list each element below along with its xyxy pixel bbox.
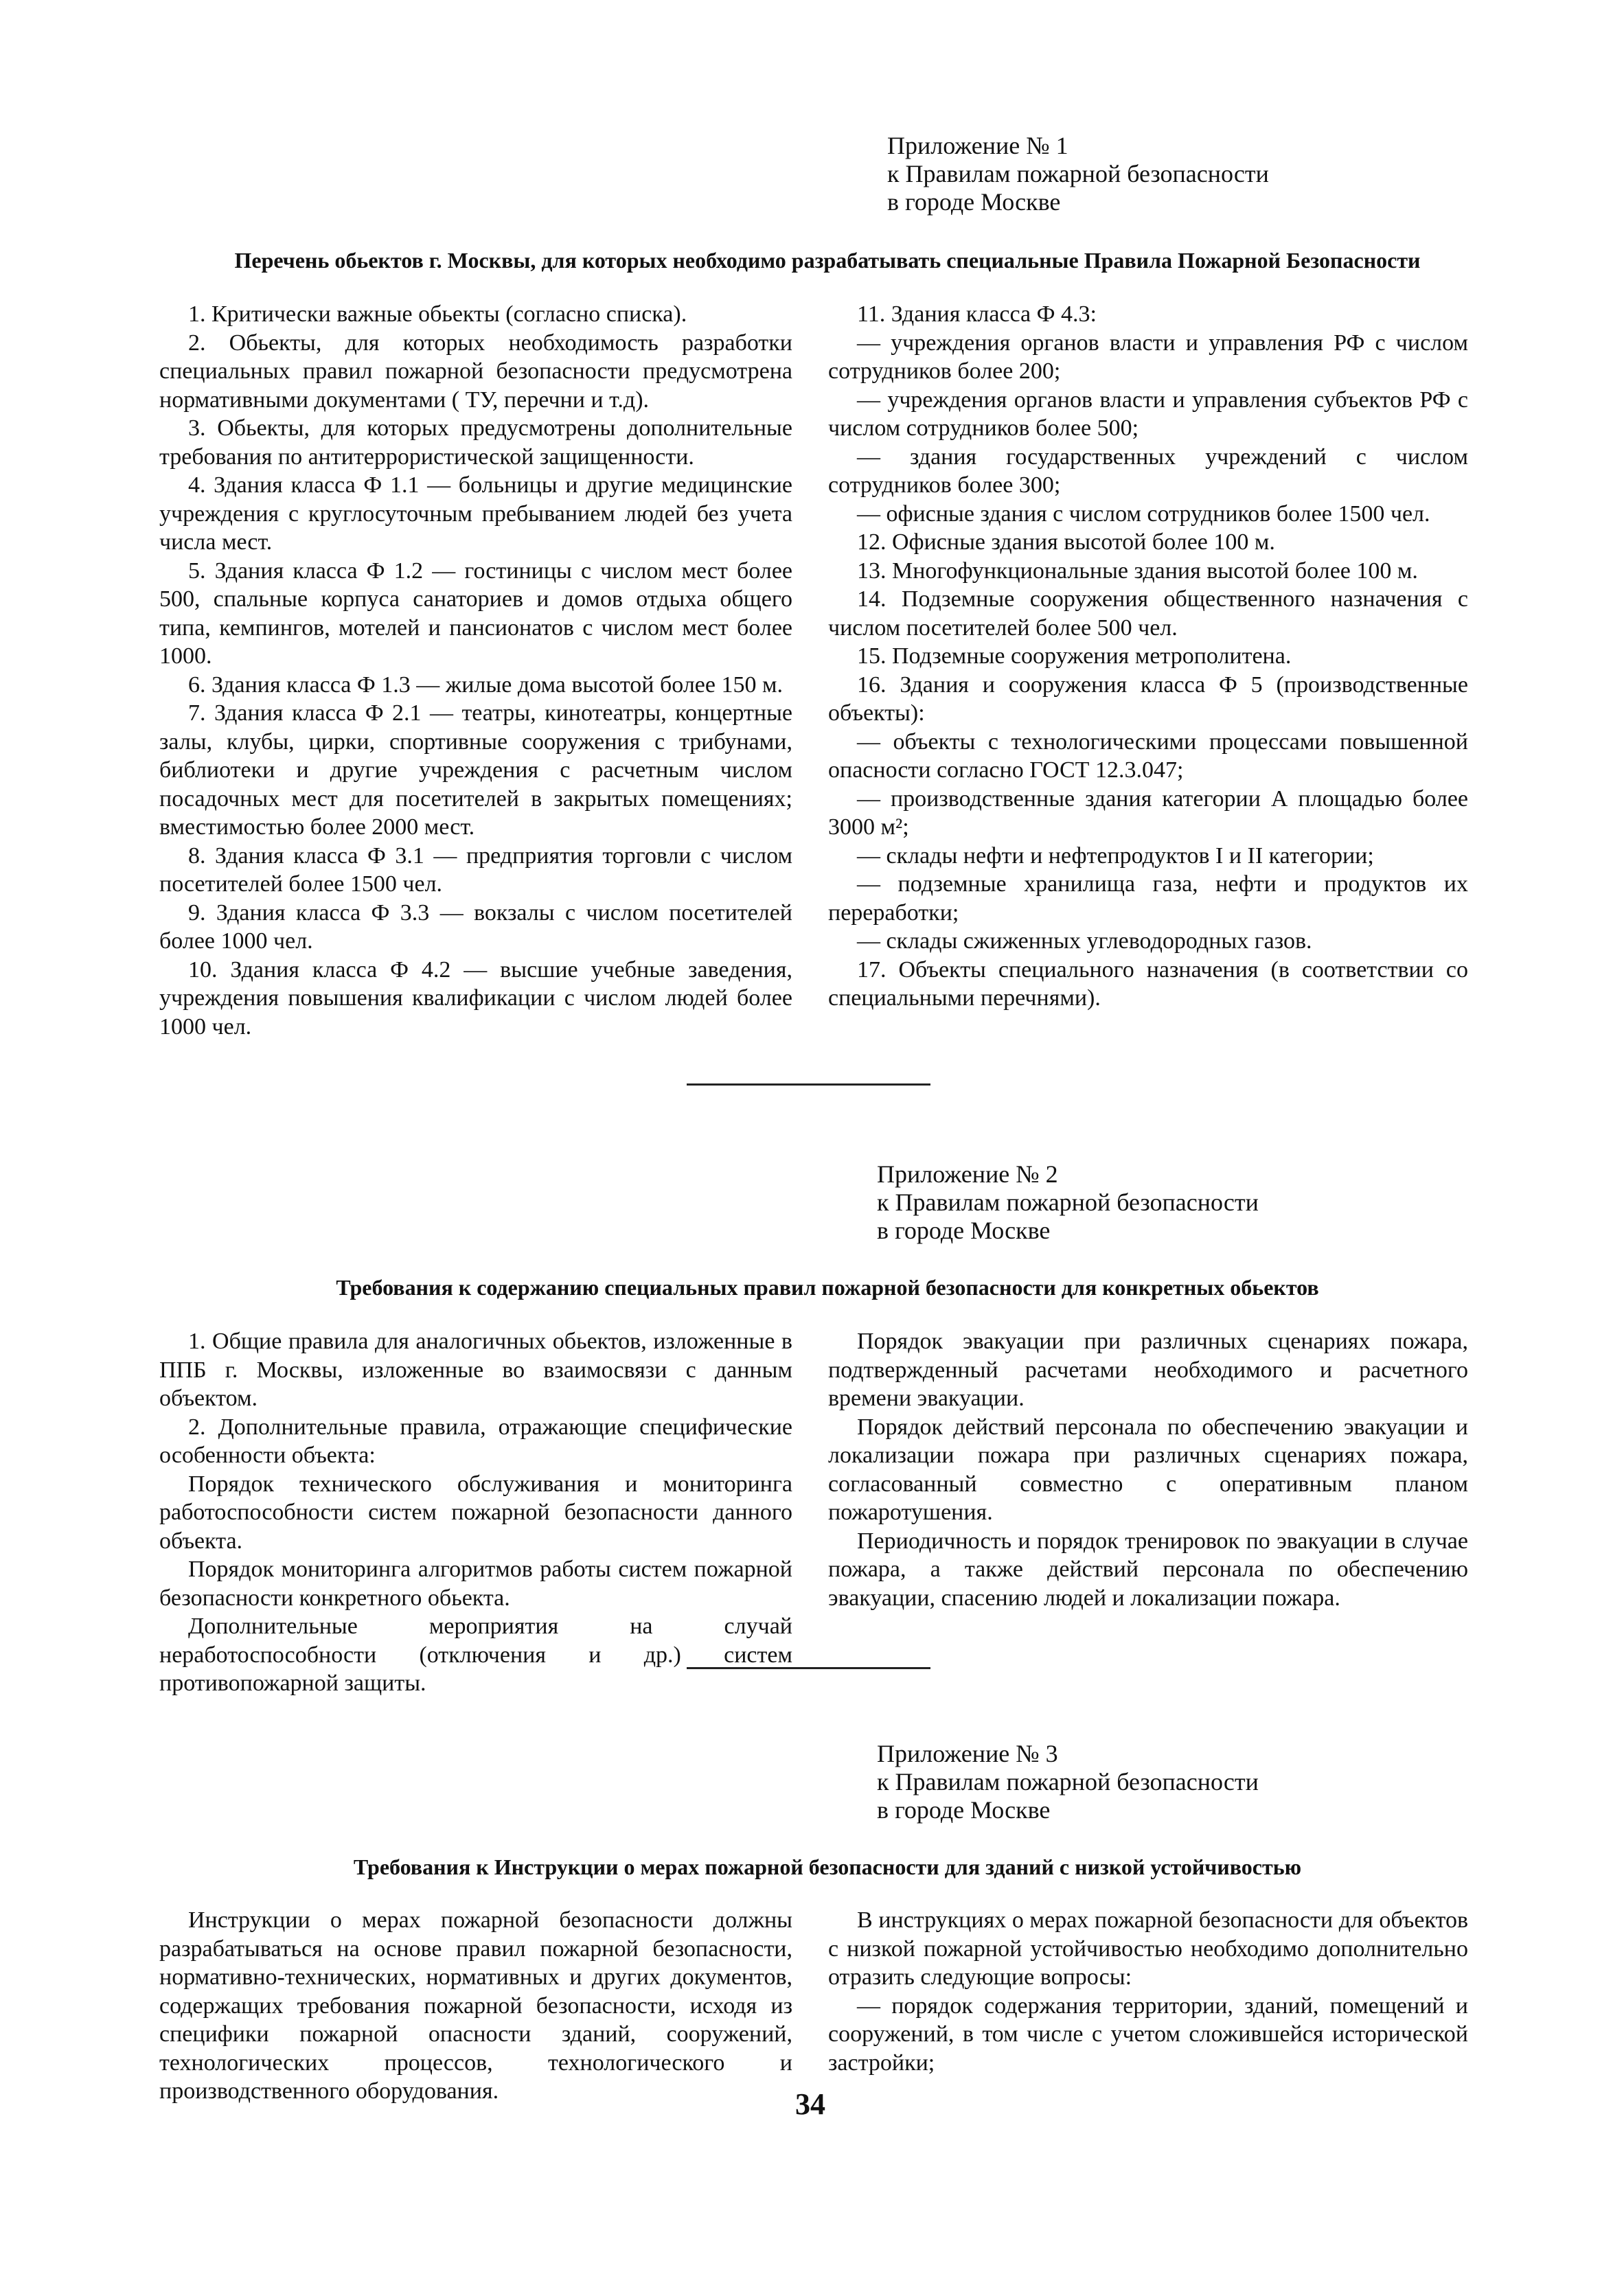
list-item: 4. Здания класса Ф 1.1 — больницы и другие медицинские учреждения с круглосуточным пребыванием людей без учета числа мест.: [159, 472, 792, 555]
list-item: — объекты с технологическими процессами повышенной опасности согласно ГОСТ 12.3.047;: [828, 728, 1468, 783]
list-item: 11. Здания класса Ф 4.3:: [857, 301, 1097, 327]
appendix-2-right-column: [828, 1327, 1468, 1612]
list-item: 1. Критически важные обьекты (согласно списка).: [188, 301, 687, 327]
section-divider: [687, 1083, 930, 1086]
appendix-2-heading: [877, 1160, 1259, 1245]
list-item: — здания государственных учреждений с числом сотрудников более 300;: [828, 444, 1468, 498]
list-item: 10. Здания класса Ф 4.2 — высшие учебные заведения, учреждения повышения квалификации с числом людей более 1000 чел.: [159, 956, 792, 1040]
list-item: — учреждения органов власти и управления РФ с числом сотрудников более 200;: [828, 330, 1468, 384]
appendix-2-title: Требования к содержанию специальных правил пожарной безопасности для конкретных обьектов: [336, 1275, 1319, 1300]
list-item: 6. Здания класса Ф 1.3 — жилые дома высотой более 150 м.: [188, 672, 784, 698]
list-item: 13. Многофункциональные здания высотой более 100 м.: [857, 558, 1418, 584]
appendix-3-title: Требования к Инструкции о мерах пожарной безопасности для зданий с низкой устойчивостью: [353, 1855, 1302, 1879]
appendix-3-ref: к Правилам пожарной безопасности: [877, 1768, 1259, 1795]
list-item: 1. Общие правила для аналогичных обьектов, изложенные в ППБ г. Москвы, изложенные во взаимосвязи с данным объектом.: [159, 1329, 792, 1411]
appendix-2-left-column: [159, 1327, 792, 1698]
list-item: 16. Здания и сооружения класса Ф 5 (производственные объекты):: [828, 672, 1468, 726]
list-item: — подземные хранилища газа, нефти и продуктов их переработки;: [828, 871, 1468, 926]
list-item: 8. Здания класса Ф 3.1 — предприятия торговли с числом посетителей более 1500 чел.: [159, 842, 792, 897]
list-item: Периодичность и порядок тренировок по эвакуации в случае пожара, а также действий персонала по обеспечению эвакуации, спасению людей и локализации пожара.: [828, 1528, 1468, 1611]
list-item: — склады нефти и нефтепродуктов I и II категории;: [857, 842, 1374, 869]
list-item: — учреждения органов власти и управления субъектов РФ с числом сотрудников более 500;: [828, 387, 1468, 441]
list-item: 15. Подземные сооружения метрополитена.: [857, 643, 1292, 669]
paragraph: Инструкции о мерах пожарной безопасности должны разрабатываться на основе правил пожарной безопасности, нормативно-технических, нормативных и других документов, содержащих требования пожарной безопасности, исходя из специфики пожарной опасности зданий, сооружений, технологических процессов, технологического и производственного оборудования.: [159, 1907, 792, 2104]
appendix-2-city: в городе Москве: [877, 1217, 1051, 1244]
appendix-1-right-column: [828, 300, 1468, 1013]
list-item: — офисные здания с числом сотрудников более 1500 чел.: [857, 501, 1430, 527]
appendix-3-heading: [877, 1740, 1259, 1824]
list-item: — производственные здания категории А площадью более 3000 м²;: [828, 785, 1468, 840]
list-item: 14. Подземные сооружения общественного назначения с числом посетителей более 500 чел.: [828, 586, 1468, 641]
appendix-1-heading: [887, 132, 1269, 216]
list-item: 2. Обьекты, для которых необходимость разработки специальных правил пожарной безопасности предусмотрена нормативными документами ( ТУ, перечни и т.д).: [159, 330, 792, 413]
appendix-3-number: Приложение № 3: [877, 1740, 1058, 1767]
list-item: 17. Объекты специального назначения (в соответствии со специальными перечнями).: [828, 956, 1468, 1011]
list-item: 12. Офисные здания высотой более 100 м.: [857, 529, 1275, 555]
list-item: — склады сжиженных углеводородных газов.: [857, 928, 1312, 954]
appendix-3-right-column: [828, 1906, 1468, 2077]
appendix-3-city: в городе Москве: [877, 1796, 1051, 1824]
appendix-1-city: в городе Москве: [887, 188, 1061, 216]
appendix-1-left-column: [159, 300, 792, 1041]
paragraph: В инструкциях о мерах пожарной безопасности для объектов с низкой пожарной устойчивостью необходимо дополнительно отразить следующие вопросы:: [828, 1907, 1468, 1990]
appendix-1-ref: к Правилам пожарной безопасности: [887, 160, 1269, 187]
appendix-1-title: Перечень обьектов г. Москвы, для которых необходимо разрабатывать специальные Правила Пожарной Безопасности: [234, 248, 1421, 273]
appendix-1-number: Приложение № 1: [887, 132, 1068, 159]
list-item: Порядок мониторинга алгоритмов работы систем пожарной безопасности конкретного обьекта.: [159, 1557, 792, 1611]
page-number: 34: [795, 2087, 825, 2121]
list-item: 2. Дополнительные правила, отражающие специфические особенности объекта:: [159, 1414, 792, 1468]
appendix-3-left-column: [159, 1906, 792, 2106]
list-item: Порядок действий персонала по обеспечению эвакуации и локализации пожара при различных сценариях пожара, согласованный совместно с оперативным планом пожаротушения.: [828, 1414, 1468, 1525]
appendix-2-ref: к Правилам пожарной безопасности: [877, 1189, 1259, 1216]
list-item: Порядок эвакуации при различных сценариях пожара, подтвержденный расчетами необходимого и расчетного времени эвакуации.: [828, 1329, 1468, 1411]
list-item: 7. Здания класса Ф 2.1 — театры, кинотеатры, концертные залы, клубы, цирки, спортивные сооружения с трибунами, библиотеки и другие учреждения с расчетным числом посадочных мест для посетителей в закрытых помещениях; вместимостью более 2000 мест.: [159, 700, 792, 840]
paragraph: — порядок содержания территории, зданий, помещений и сооружений, в том числе с учетом сложившейся исторической застройки;: [828, 1993, 1468, 2076]
list-item: 9. Здания класса Ф 3.3 — вокзалы с числом посетителей более 1000 чел.: [159, 899, 792, 954]
list-item: 3. Обьекты, для которых предусмотрены дополнительные требования по антитеррористической защищенности.: [159, 415, 792, 470]
list-item: Дополнительные мероприятия на случай неработоспособности (отключения и др.) систем противопожарной защиты.: [159, 1614, 792, 1696]
list-item: 5. Здания класса Ф 1.2 — гостиницы с числом мест более 500, спальные корпуса санаториев и домов отдыха общего типа, кемпингов, мотелей и пансионатов с числом мест более 1000.: [159, 558, 792, 669]
appendix-2-number: Приложение № 2: [877, 1160, 1058, 1188]
section-divider: [687, 1667, 930, 1669]
list-item: Порядок технического обслуживания и мониторинга работоспособности систем пожарной безопасности данного объекта.: [159, 1471, 792, 1554]
